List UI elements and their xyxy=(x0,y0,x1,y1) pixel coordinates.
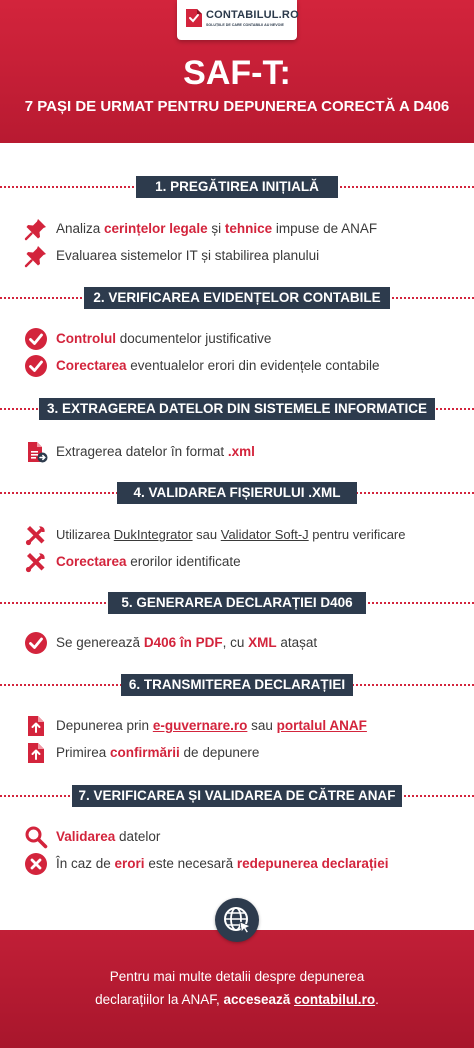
magnifier-icon xyxy=(24,825,48,849)
item-text: În caz de erori este necesară redepunerea declarației xyxy=(56,856,389,871)
checkmark-icon xyxy=(24,631,48,655)
header-banner xyxy=(0,0,474,143)
item-text: Extragerea datelor în format .xml xyxy=(56,444,255,459)
footer-line-2: declarațiilor la ANAF, accesează contabilul.ro. xyxy=(95,992,379,1007)
checkmark-icon xyxy=(24,354,48,378)
page-subtitle: 7 PAȘI DE URMAT PENTRU DEPUNEREA CORECTĂ A D406 xyxy=(24,98,450,115)
list-item xyxy=(24,851,464,877)
section-6-label: 6. TRANSMITEREA DECLARAȚIEI xyxy=(121,674,353,696)
list-item xyxy=(24,243,464,269)
upload-file-icon xyxy=(24,714,48,738)
section-4-header xyxy=(0,482,474,504)
list-item xyxy=(24,630,464,656)
list-item xyxy=(24,713,464,739)
footer-text xyxy=(0,965,474,1011)
section-3-label: 3. EXTRAGEREA DATELOR DIN SISTEMELE INFORMATICE xyxy=(39,398,435,420)
tools-icon xyxy=(24,523,48,547)
brand-logo-icon xyxy=(185,8,203,28)
brand-name: CONTABILUL.RO xyxy=(206,9,299,21)
validator-soft-j-link[interactable]: Validator Soft-J xyxy=(220,527,309,542)
list-item xyxy=(24,549,464,575)
section-6-header xyxy=(0,674,474,696)
item-text: Depunerea prin e-guvernare.ro sau portalul ANAF xyxy=(56,718,367,733)
pushpin-icon xyxy=(24,244,48,268)
tools-icon xyxy=(24,550,48,574)
list-item xyxy=(24,439,464,465)
section-2-label: 2. VERIFICAREA EVIDENȚELOR CONTABILE xyxy=(84,287,390,309)
item-text: Utilizarea DukIntegrator sau Validator Soft-J pentru verificare xyxy=(56,527,406,542)
item-text: Analiza cerințelor legale și tehnice impuse de ANAF xyxy=(56,221,378,236)
error-x-icon xyxy=(24,852,48,876)
section-1-label: 1. PREGĂTIREA INIȚIALĂ xyxy=(136,176,338,198)
portal-anaf-link[interactable]: portalul ANAF xyxy=(276,718,367,733)
list-item xyxy=(24,216,464,242)
item-text: Se generează D406 în PDF, cu XML atașat xyxy=(56,635,318,650)
list-item xyxy=(24,740,464,766)
section-1-header xyxy=(0,176,474,198)
item-text: Primirea confirmării de depunere xyxy=(56,745,260,760)
section-4-label: 4. VALIDAREA FIȘIERULUI .XML xyxy=(117,482,357,504)
item-text: Validarea datelor xyxy=(56,829,161,844)
checkmark-icon xyxy=(24,327,48,351)
brand-logo[interactable] xyxy=(177,0,297,40)
pushpin-icon xyxy=(24,217,48,241)
section-3-header xyxy=(0,398,474,420)
list-item xyxy=(24,353,464,379)
list-item xyxy=(24,522,464,548)
upload-file-icon xyxy=(24,741,48,765)
brand-tagline: SOLUȚIILE DE CARE CONTABILII AU NEVOIE xyxy=(206,23,284,27)
globe-cursor-icon xyxy=(215,898,259,942)
contabilul-link[interactable]: contabilul.ro xyxy=(294,992,376,1007)
section-5-label: 5. GENERAREA DECLARAȚIEI D406 xyxy=(108,592,366,614)
item-text: Controlul documentelor justificative xyxy=(56,331,272,346)
item-text: Evaluarea sistemelor IT și stabilirea planului xyxy=(56,248,320,263)
page-title: SAF-T: xyxy=(183,54,291,92)
section-7-label: 7. VERIFICAREA ȘI VALIDAREA DE CĂTRE ANAF xyxy=(72,785,402,807)
globe-icon[interactable] xyxy=(215,898,259,942)
footer-line-1: Pentru mai multe detalii despre depunerea xyxy=(109,969,365,984)
dukintegrator-link[interactable]: DukIntegrator xyxy=(113,527,193,542)
list-item xyxy=(24,824,464,850)
list-item xyxy=(24,326,464,352)
item-text: Corectarea erorilor identificate xyxy=(56,554,241,569)
section-2-header xyxy=(0,287,474,309)
e-guvernare-link[interactable]: e-guvernare.ro xyxy=(152,718,248,733)
section-7-header xyxy=(0,785,474,807)
section-5-header xyxy=(0,592,474,614)
document-export-icon xyxy=(24,440,48,464)
item-text: Corectarea eventualelor erori din evidențele contabile xyxy=(56,358,380,373)
